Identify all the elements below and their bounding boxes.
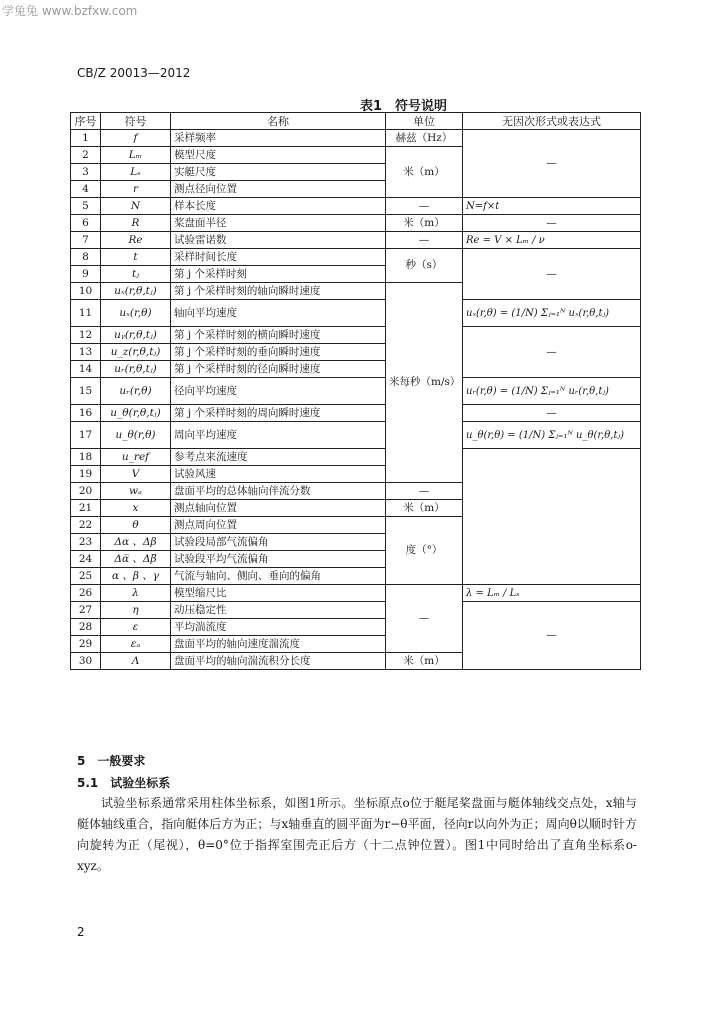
row-name: 周向平均速度 (171, 422, 386, 449)
row-symbol: x (101, 500, 171, 517)
row-no: 27 (71, 602, 101, 619)
row-name: 第 j 个采样时刻的周向瞬时速度 (171, 405, 386, 422)
expr-cell: u_θ(r,θ) = (1/N) Σⱼ₌₁ᴺ u_θ(r,θ,tⱼ) (463, 422, 641, 449)
row-name: 采样频率 (171, 130, 386, 147)
row-no: 6 (71, 215, 101, 232)
row-symbol: R (101, 215, 171, 232)
expr-cell: uᵣ(r,θ) = (1/N) Σⱼ₌₁ᴺ uᵣ(r,θ,tⱼ) (463, 378, 641, 405)
row-no: 12 (71, 327, 101, 344)
row-no: 14 (71, 361, 101, 378)
table-header-row (71, 113, 641, 130)
row-name: 轴向平均速度 (171, 300, 386, 327)
row-name: 测点径向位置 (171, 181, 386, 198)
expr-cell: — (463, 327, 641, 378)
unit-cell: 度（°） (386, 517, 463, 585)
expr-cell-empty (463, 449, 641, 585)
row-symbol: wₐ (101, 483, 171, 500)
table-title: 表1 符号说明 (360, 99, 448, 114)
table-row (71, 378, 641, 405)
section-5-heading: 5 一般要求 (77, 754, 146, 768)
row-name: 样本长度 (171, 198, 386, 215)
row-name: 试验段平均气流偏角 (171, 551, 386, 568)
row-symbol: r (101, 181, 171, 198)
row-name: 采样时间长度 (171, 249, 386, 266)
header-name: 名称 (171, 113, 386, 130)
header-expr: 无因次形式或表达式 (463, 113, 641, 130)
row-symbol: u_θ(r,θ) (101, 422, 171, 449)
row-name: 盘面平均的总体轴向伴流分数 (171, 483, 386, 500)
row-symbol: u_ref (101, 449, 171, 466)
row-symbol: η (101, 602, 171, 619)
header-symbol: 符号 (101, 113, 171, 130)
row-symbol: uᵧ(r,θ,tⱼ) (101, 327, 171, 344)
row-no: 4 (71, 181, 101, 198)
expr-cell: uₓ(r,θ) = (1/N) Σⱼ₌₁ᴺ uₓ(r,θ,tⱼ) (463, 300, 641, 327)
row-symbol: λ (101, 585, 171, 602)
table-row (71, 327, 641, 344)
unit-cell: — (386, 232, 463, 249)
row-name: 实艇尺度 (171, 164, 386, 181)
row-symbol: f (101, 130, 171, 147)
row-no: 24 (71, 551, 101, 568)
row-no: 25 (71, 568, 101, 585)
row-symbol: Lₘ (101, 147, 171, 164)
row-symbol: u_θ(r,θ,tⱼ) (101, 405, 171, 422)
row-name: 径向平均速度 (171, 378, 386, 405)
unit-cell: 米（m） (386, 147, 463, 198)
table-row (71, 130, 641, 147)
row-no: 7 (71, 232, 101, 249)
row-no: 5 (71, 198, 101, 215)
row-no: 16 (71, 405, 101, 422)
row-no: 22 (71, 517, 101, 534)
unit-cell: 米（m） (386, 215, 463, 232)
row-symbol: εₐ (101, 636, 171, 653)
row-no: 23 (71, 534, 101, 551)
row-no: 17 (71, 422, 101, 449)
expr-cell: — (463, 405, 641, 422)
row-no: 10 (71, 283, 101, 300)
unit-cell: 米每秒（m/s） (386, 283, 463, 483)
unit-cell: — (386, 198, 463, 215)
unit-cell: 米（m） (386, 500, 463, 517)
row-name: 试验风速 (171, 466, 386, 483)
row-name: 试验段局部气流偏角 (171, 534, 386, 551)
row-symbol: Δα̅ 、Δβ̅ (101, 551, 171, 568)
header-unit: 单位 (386, 113, 463, 130)
table-row (71, 585, 641, 602)
row-name: 测点周向位置 (171, 517, 386, 534)
unit-cell: 赫兹（Hz） (386, 130, 463, 147)
expr-cell: Re = V × Lₘ / ν (463, 232, 641, 249)
row-symbol: V (101, 466, 171, 483)
table-row (71, 249, 641, 266)
unit-cell: — (386, 483, 463, 500)
row-name: 模型尺度 (171, 147, 386, 164)
section-5-1-paragraph: 试验坐标系通常采用柱体坐标系，如图1所示。坐标原点o位于艇尾桨盘面与艇体轴线交点处，x轴与艇体轴线重合，指向艇体后方为正；与x轴垂直的圆平面为r−θ平面，径向r以向外为正；周向θ以顺时针方向旋转为正（尾视），θ=0°位于指挥室围壳正后方（十二点钟位置）。图1中同时给出了直角坐标系o-xyz。 (77, 796, 637, 873)
table-row (71, 300, 641, 327)
table-row (71, 215, 641, 232)
row-name: 第 j 个采样时刻的垂向瞬时速度 (171, 344, 386, 361)
table-row (71, 232, 641, 249)
row-symbol: Re (101, 232, 171, 249)
row-name: 第 j 个采样时刻的轴向瞬时速度 (171, 283, 386, 300)
row-name: 盘面平均的轴向速度湍流度 (171, 636, 386, 653)
expr-cell: — (463, 602, 641, 670)
header-seq: 序号 (71, 113, 101, 130)
row-name: 盘面平均的轴向湍流积分长度 (171, 653, 386, 670)
row-symbol: Δα 、Δβ (101, 534, 171, 551)
row-symbol: θ (101, 517, 171, 534)
row-no: 20 (71, 483, 101, 500)
row-no: 11 (71, 300, 101, 327)
page-number: 2 (77, 925, 85, 939)
row-name: 参考点来流速度 (171, 449, 386, 466)
row-symbol: uᵣ(r,θ,tⱼ) (101, 361, 171, 378)
row-name: 测点轴向位置 (171, 500, 386, 517)
row-no: 26 (71, 585, 101, 602)
row-symbol: uₓ(r,θ,tⱼ) (101, 283, 171, 300)
row-symbol: uᵣ(r,θ) (101, 378, 171, 405)
row-name: 气流与轴向、侧向、垂向的偏角 (171, 568, 386, 585)
table-row (71, 405, 641, 422)
standard-code: CB/Z 20013—2012 (77, 66, 191, 80)
table-row (71, 449, 641, 466)
row-name: 动压稳定性 (171, 602, 386, 619)
row-no: 21 (71, 500, 101, 517)
row-no: 1 (71, 130, 101, 147)
row-name: 第 j 个采样时刻的横向瞬时速度 (171, 327, 386, 344)
row-name: 第 j 个采样时刻 (171, 266, 386, 283)
row-symbol: Lₛ (101, 164, 171, 181)
table-row (71, 198, 641, 215)
row-no: 15 (71, 378, 101, 405)
row-symbol: ε (101, 619, 171, 636)
row-no: 28 (71, 619, 101, 636)
row-name: 第 j 个采样时刻的径向瞬时速度 (171, 361, 386, 378)
row-no: 29 (71, 636, 101, 653)
row-symbol: uₓ(r,θ) (101, 300, 171, 327)
row-no: 8 (71, 249, 101, 266)
row-no: 18 (71, 449, 101, 466)
row-symbol: N (101, 198, 171, 215)
section-5-1-heading: 5.1 试验坐标系 (77, 776, 171, 790)
row-symbol: u_z(r,θ,tⱼ) (101, 344, 171, 361)
row-symbol: Λ (101, 653, 171, 670)
row-name: 平均湍流度 (171, 619, 386, 636)
row-no: 3 (71, 164, 101, 181)
unit-cell: — (386, 585, 463, 653)
expr-cell: — (463, 215, 641, 232)
row-no: 30 (71, 653, 101, 670)
row-no: 2 (71, 147, 101, 164)
row-symbol: t (101, 249, 171, 266)
row-no: 9 (71, 266, 101, 283)
row-name: 试验雷诺数 (171, 232, 386, 249)
expr-cell: — (463, 249, 641, 300)
row-no: 19 (71, 466, 101, 483)
table-row (71, 422, 641, 449)
unit-cell: 秒（s） (386, 249, 463, 283)
expr-cell: N=f×t (463, 198, 641, 215)
unit-cell: 米（m） (386, 653, 463, 670)
expr-cell: — (463, 130, 641, 198)
row-name: 模型缩尺比 (171, 585, 386, 602)
row-symbol: tⱼ (101, 266, 171, 283)
symbol-table (70, 112, 641, 670)
row-symbol: α 、β 、γ (101, 568, 171, 585)
row-no: 13 (71, 344, 101, 361)
row-name: 桨盘面半径 (171, 215, 386, 232)
table-row (71, 602, 641, 619)
watermark: 学兔兔 www.bzfxw.com (2, 4, 138, 18)
expr-cell: λ = Lₘ / Lₛ (463, 585, 641, 602)
